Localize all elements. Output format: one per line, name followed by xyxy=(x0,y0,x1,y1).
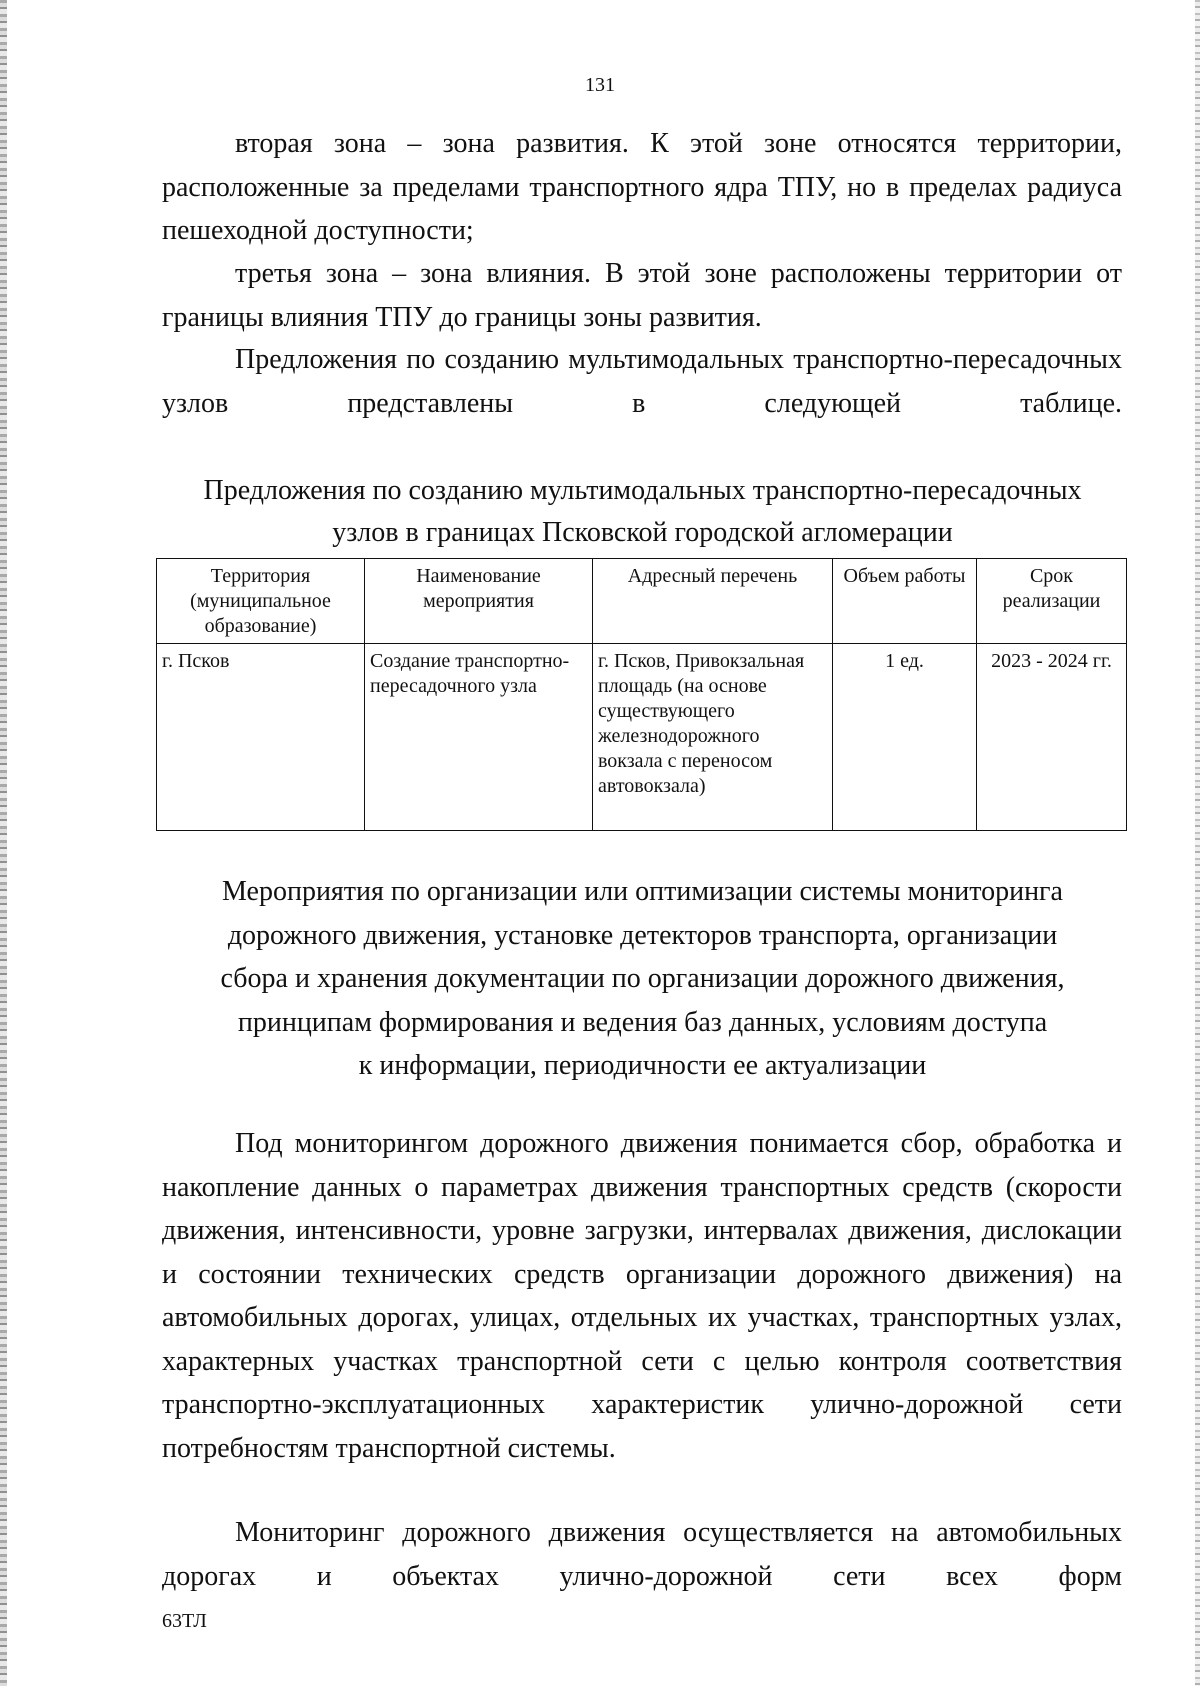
paragraph-second-zone: вторая зона – зона развития. К этой зоне относятся территории, расположенные за пределами транспортного ядра ТПУ, но в пределах радиуса пешеходной доступности; xyxy=(162,128,1122,246)
table-row xyxy=(157,644,1127,831)
section-heading xyxy=(155,870,1130,1088)
cell-work-volume: 1 ед. xyxy=(833,644,977,831)
cell-territory: г. Псков xyxy=(157,644,365,831)
table-title-line-1: Предложения по созданию мультимодальных транспортно-пересадочных xyxy=(203,475,1082,506)
table-title xyxy=(155,470,1130,554)
table-title-line-2: узлов в границах Псковской городской агломерации xyxy=(332,517,953,548)
paragraph-monitoring-scope: Мониторинг дорожного движения осуществляется на автомобильных дорогах и объектах улично-дорожной сети всех форм xyxy=(162,1517,1122,1592)
header-work-volume: Объем работы xyxy=(833,559,977,644)
section-heading-line-3: сбора и хранения документации по организации дорожного движения, xyxy=(220,963,1065,994)
section-heading-line-2: дорожного движения, установке детекторов транспорта, организации xyxy=(227,919,1058,951)
header-address-list: Адресный перечень xyxy=(593,559,833,644)
header-deadline: Срок реализации xyxy=(977,559,1127,644)
cell-address-list: г. Псков, Привокзальная площадь (на основе существующего железнодорожного вокзала с переносом автовокзала) xyxy=(593,644,833,831)
paragraph-table-intro: Предложения по созданию мультимодальных транспортно-пересадочных узлов представлены в следующей таблице. xyxy=(162,344,1122,419)
footer-document-code: 63ТЛ xyxy=(162,1610,207,1632)
section-heading-line-5: к информации, периодичности ее актуализации xyxy=(358,1050,927,1081)
proposals-table xyxy=(156,558,1127,831)
scan-edge-right xyxy=(1195,0,1200,1686)
scan-edge-left xyxy=(0,0,7,1686)
cell-deadline: 2023 - 2024 гг. xyxy=(977,644,1127,831)
cell-event-name: Создание транспортно-пересадочного узла xyxy=(365,644,593,831)
header-territory: Территория (муниципальное образование) xyxy=(157,559,365,644)
paragraph-third-zone: третья зона – зона влияния. В этой зоне расположены территории от границы влияния ТПУ до границы зоны развития. xyxy=(162,258,1122,333)
section-heading-line-4: принципам формирования и ведения баз данных, условиям доступа xyxy=(237,1006,1048,1038)
paragraph-monitoring-definition: Под мониторингом дорожного движения понимается сбор, обработка и накопление данных о параметрах движения транспортных средств (скорости движения, интенсивности, уровне загрузки, интервалах движения, дислокации и состоянии технических средств организации дорожного движения) на автомобильных дорогах, улицах, отдельных их участках, транспортных узлах, характерных участках транспортной сети с целью контроля соответствия транспортно-эксплуатационных характеристик улично-дорожной сети потребностям транспортной системы. xyxy=(162,1128,1122,1464)
section-heading-line-1: Мероприятия по организации или оптимизации системы мониторинга xyxy=(222,876,1063,907)
header-event-name: Наименование мероприятия xyxy=(365,559,593,644)
page-number: 131 xyxy=(585,74,615,96)
table-header-row xyxy=(157,559,1127,644)
